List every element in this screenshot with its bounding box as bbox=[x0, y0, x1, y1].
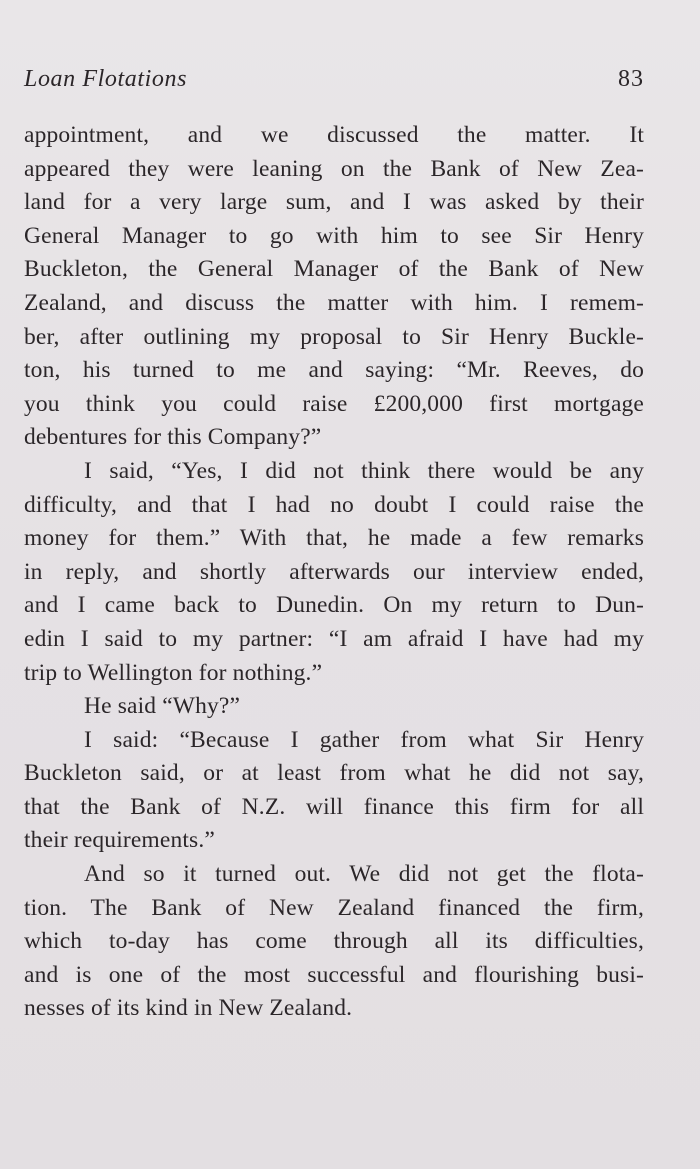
text-line: appeared they were leaning on the Bank of New Zea- bbox=[24, 155, 644, 182]
text-line: tion. The Bank of New Zealand financed the firm, bbox=[24, 894, 644, 921]
page-number: 83 bbox=[618, 66, 644, 92]
text-line: which to-day has come through all its difficulties, bbox=[24, 928, 644, 955]
running-head bbox=[24, 66, 644, 98]
text-line: debentures for this Company?” bbox=[24, 424, 322, 451]
text-line: you think you could raise £200,000 first mortgage bbox=[24, 390, 644, 417]
text-line: ber, after outlining my proposal to Sir Henry Buckle- bbox=[24, 323, 644, 350]
text-line: and I came back to Dunedin. On my return to Dun- bbox=[24, 592, 644, 619]
text-line: money for them.” With that, he made a few remarks bbox=[24, 525, 644, 552]
text-line: in reply, and shortly afterwards our interview ended, bbox=[24, 558, 644, 585]
text-line: nesses of its kind in New Zealand. bbox=[24, 995, 353, 1022]
text-line: ton, his turned to me and saying: “Mr. Reeves, do bbox=[24, 357, 644, 384]
text-line: their requirements.” bbox=[24, 827, 215, 854]
running-head-title: Loan Flotations bbox=[24, 66, 188, 92]
text-line: General Manager to go with him to see Sir Henry bbox=[24, 222, 644, 249]
text-line: He said “Why?” bbox=[84, 693, 241, 720]
text-line: Buckleton, the General Manager of the Bank of New bbox=[24, 256, 644, 283]
text-line: and is one of the most successful and flourishing busi- bbox=[24, 961, 644, 988]
text-line: I said: “Because I gather from what Sir Henry bbox=[84, 726, 644, 753]
text-line: I said, “Yes, I did not think there would be any bbox=[84, 457, 644, 484]
text-line: trip to Wellington for nothing.” bbox=[24, 659, 323, 686]
text-line: Zealand, and discuss the matter with him. I remem- bbox=[24, 289, 644, 316]
text-line: difficulty, and that I had no doubt I could raise the bbox=[24, 491, 644, 518]
text-line: Buckleton said, or at least from what he did not say, bbox=[24, 760, 644, 787]
text-line: land for a very large sum, and I was asked by their bbox=[24, 189, 644, 216]
text-line: edin I said to my partner: “I am afraid I have had my bbox=[24, 625, 644, 652]
text-line: appointment, and we discussed the matter. It bbox=[24, 122, 644, 148]
text-line: that the Bank of N.Z. will finance this firm for all bbox=[24, 793, 644, 820]
body-text bbox=[24, 119, 644, 1026]
text-line: And so it turned out. We did not get the flota- bbox=[84, 861, 644, 888]
